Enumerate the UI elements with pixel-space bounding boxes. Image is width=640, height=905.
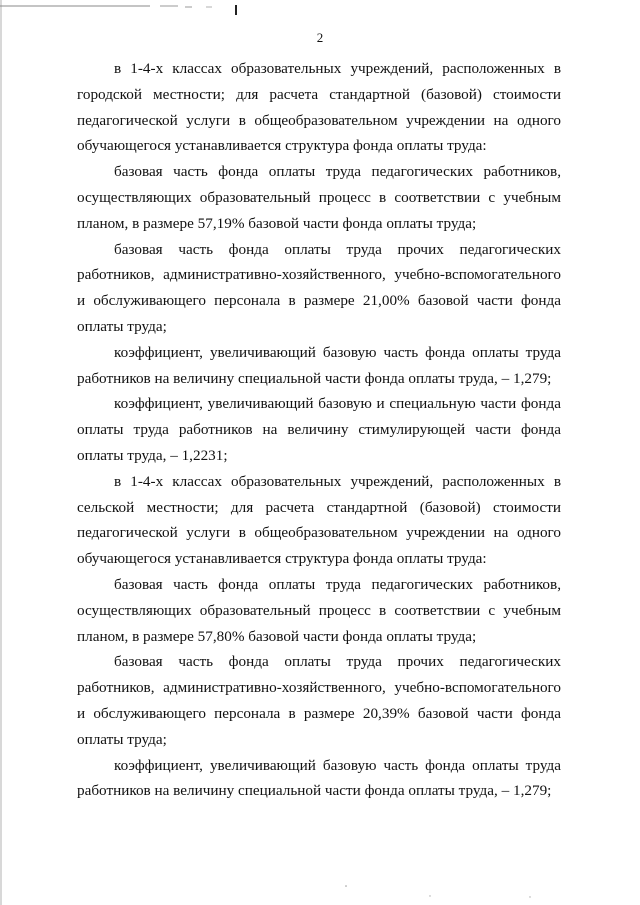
scan-top-marks bbox=[0, 2, 640, 16]
paragraph-rural-classes: в 1-4-х классах образовательных учреждений, расположенных в сельской местности; для расчета стандартной (базовой) стоимости педагогической услуги в общеобразовательном учреждении на одного обучающегося устанавливается структура фонда оплаты труда: bbox=[77, 472, 561, 568]
paragraph-rural-pedagogical-base: базовая часть фонда оплаты труда педагогических работников, осуществляющих образовательный процесс в соответствии с учебным планом, в размере 57,80% базовой части фонда оплаты труда; bbox=[77, 575, 561, 645]
paragraph-urban-special-coefficient: коэффициент, увеличивающий базовую часть фонда оплаты труда работников на величину специальной части фонда оплаты труда, – 1,279; bbox=[77, 343, 561, 387]
page-number: 2 bbox=[316, 30, 324, 45]
document-body bbox=[77, 56, 561, 804]
scan-bottom-specks bbox=[0, 880, 640, 900]
paragraph-rural-special-coefficient: коэффициент, увеличивающий базовую часть фонда оплаты труда работников на величину специальной части фонда оплаты труда, – 1,279; bbox=[77, 756, 561, 800]
paragraph-urban-stimulating-coefficient: коэффициент, увеличивающий базовую и специальную части фонда оплаты труда работников на величину стимулирующей части фонда оплаты труда, – 1,2231; bbox=[77, 395, 561, 464]
paragraph-urban-classes: в 1-4-х классах образовательных учреждений, расположенных в городской местности; для расчета стандартной (базовой) стоимости педагогической услуги в общеобразовательном учреждении на одного обучающегося устанавливается структура фонда оплаты труда: bbox=[77, 60, 561, 155]
scan-left-edge bbox=[0, 0, 2, 905]
paragraph-urban-pedagogical-base: базовая часть фонда оплаты труда педагогических работников, осуществляющих образовательный процесс в соответствии с учебным планом, в размере 57,19% базовой части фонда оплаты труда; bbox=[77, 163, 561, 232]
paragraph-urban-other-staff-base: базовая часть фонда оплаты труда прочих педагогических работников, административно-хозяйственного, учебно-вспомогательного и обслуживающего персонала в размере 21,00% базовой части фонда оплаты труда; bbox=[77, 240, 561, 335]
paragraph-rural-other-staff-base: базовая часть фонда оплаты труда прочих педагогических работников, административно-хозяйственного, учебно-вспомогательного и обслуживающего персонала в размере 20,39% базовой части фонда оплаты труда; bbox=[77, 653, 561, 748]
